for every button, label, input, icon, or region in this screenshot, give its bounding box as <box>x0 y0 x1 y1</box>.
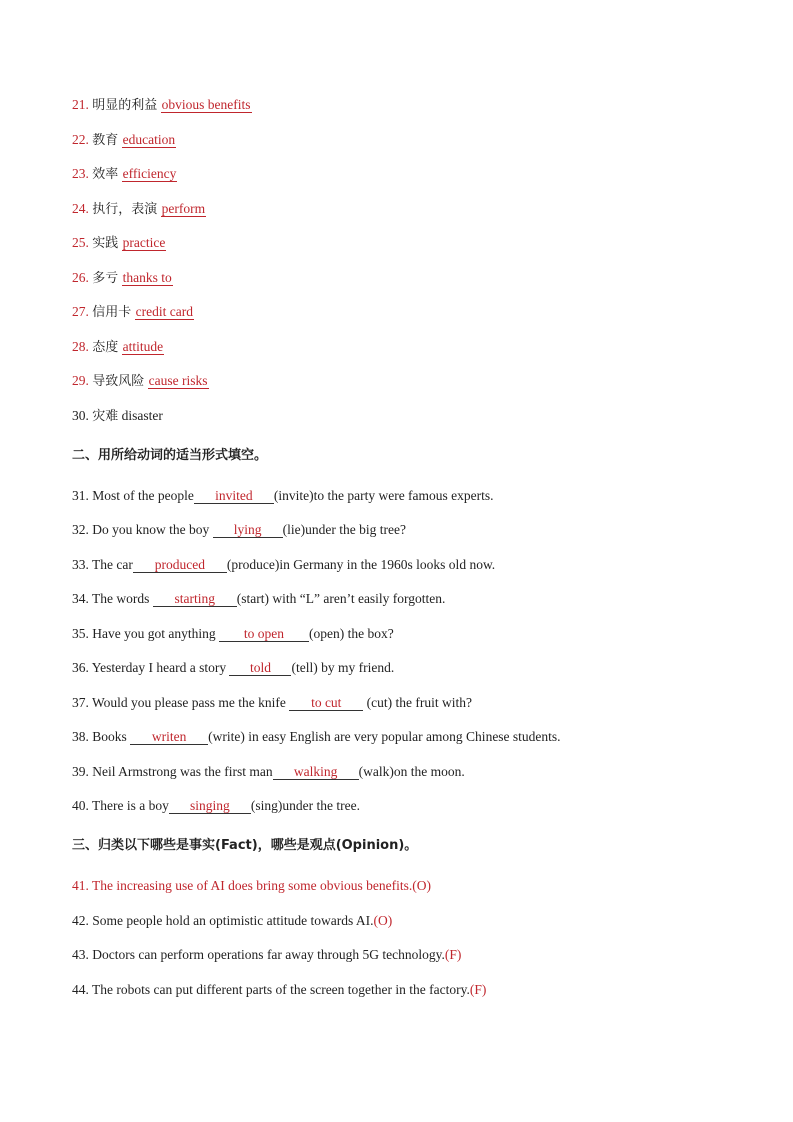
item-number: 42. <box>72 913 89 928</box>
english-answer: disaster <box>121 408 163 423</box>
question-suffix: (produce)in Germany in the 1960s looks old now. <box>226 557 496 572</box>
vocab-item <box>72 234 166 253</box>
answer-blank: told <box>229 660 291 676</box>
english-answer: obvious benefits <box>161 97 251 112</box>
question-suffix: (invite)to the party were famous experts. <box>273 488 494 503</box>
vocab-item <box>72 131 176 150</box>
chinese-term: 实践 <box>92 236 119 251</box>
classification-mark: (F) <box>469 982 487 997</box>
fact-item <box>72 946 461 964</box>
question-suffix: (open) the box? <box>308 626 394 641</box>
question-prefix: 40. There is a boy <box>72 798 169 813</box>
vocab-item <box>72 200 206 219</box>
fill-item <box>72 763 465 781</box>
english-answer: thanks to <box>122 270 172 285</box>
fill-item <box>72 556 495 574</box>
fill-item <box>72 659 394 677</box>
classification-mark: (O) <box>412 878 431 893</box>
item-number: 23. <box>72 166 89 181</box>
question-prefix: 37. Would you please pass me the knife <box>72 695 290 710</box>
english-answer: efficiency <box>122 166 177 181</box>
section-title: 二、用所给动词的适当形式填空。 <box>72 448 268 463</box>
answer-blank: invited <box>194 488 274 504</box>
statement: The increasing use of AI does bring some obvious benefits. <box>92 878 413 893</box>
classification-mark: (F) <box>444 947 462 962</box>
answer-blank: produced <box>133 557 227 573</box>
vocab-item <box>72 372 209 391</box>
fill-item <box>72 590 445 608</box>
question-suffix: (sing)under the tree. <box>250 798 360 813</box>
vocab-item <box>72 269 173 288</box>
english-answer: practice <box>122 235 166 250</box>
english-answer: credit card <box>135 304 193 319</box>
vocab-item <box>72 407 163 426</box>
english-answer: attitude <box>122 339 164 354</box>
fill-item <box>72 521 406 539</box>
fact-item <box>72 981 486 999</box>
english-answer: cause risks <box>148 373 208 388</box>
question-suffix: (walk)on the moon. <box>358 764 465 779</box>
fill-item <box>72 694 472 712</box>
item-number: 27. <box>72 304 89 319</box>
answer-blank: walking <box>273 764 359 780</box>
question-prefix: 32. Do you know the boy <box>72 522 213 537</box>
question-prefix: 39. Neil Armstrong was the first man <box>72 764 273 779</box>
question-suffix: (start) with “L” aren’t easily forgotten. <box>236 591 446 606</box>
fill-item <box>72 728 561 746</box>
answer-blank: starting <box>153 591 237 607</box>
question-prefix: 34. The words <box>72 591 153 606</box>
question-suffix: (cut) the fruit with? <box>363 695 472 710</box>
fact-item <box>72 877 431 895</box>
question-prefix: 38. Books <box>72 729 131 744</box>
section-title: 三、归类以下哪些是事实(Fact)，哪些是观点(Opinion)。 <box>72 838 418 853</box>
question-prefix: 35. Have you got anything <box>72 626 219 641</box>
item-number: 21. <box>72 97 89 112</box>
chinese-term: 态度 <box>92 340 119 355</box>
vocab-item <box>72 303 194 322</box>
chinese-term: 执行，表演 <box>92 202 158 217</box>
chinese-term: 导致风险 <box>92 374 145 389</box>
item-number: 24. <box>72 201 89 216</box>
item-number: 41. <box>72 878 89 893</box>
vocab-item <box>72 165 177 184</box>
chinese-term: 明显的利益 <box>92 98 158 113</box>
item-number: 28. <box>72 339 89 354</box>
statement: The robots can put different parts of the screen together in the factory. <box>92 982 470 997</box>
english-answer: education <box>122 132 176 147</box>
fill-item <box>72 487 494 505</box>
chinese-term: 多亏 <box>92 271 119 286</box>
question-suffix: (tell) by my friend. <box>291 660 395 675</box>
answer-blank: writen <box>130 729 208 745</box>
classification-mark: (O) <box>373 913 393 928</box>
answer-blank: to cut <box>289 695 363 711</box>
question-prefix: 33. The car <box>72 557 133 572</box>
fill-item <box>72 797 360 815</box>
question-suffix: (lie)under the big tree? <box>282 522 406 537</box>
question-prefix: 36. Yesterday I heard a story <box>72 660 230 675</box>
answer-blank: lying <box>213 522 283 538</box>
statement: Some people hold an optimistic attitude towards AI. <box>92 913 374 928</box>
answer-blank: singing <box>169 798 251 814</box>
item-number: 22. <box>72 132 89 147</box>
english-answer: perform <box>161 201 206 216</box>
chinese-term: 教育 <box>92 133 119 148</box>
item-number: 26. <box>72 270 89 285</box>
chinese-term: 信用卡 <box>92 305 132 320</box>
item-number: 29. <box>72 373 89 388</box>
item-number: 44. <box>72 982 89 997</box>
item-number: 43. <box>72 947 89 962</box>
chinese-term: 灾难 <box>92 409 119 424</box>
chinese-term: 效率 <box>92 167 119 182</box>
item-number: 25. <box>72 235 89 250</box>
item-number: 30. <box>72 408 89 423</box>
answer-blank: to open <box>219 626 309 642</box>
question-prefix: 31. Most of the people <box>72 488 194 503</box>
vocab-item <box>72 96 252 115</box>
statement: Doctors can perform operations far away through 5G technology. <box>92 947 445 962</box>
fill-item <box>72 625 394 643</box>
vocab-item <box>72 338 164 357</box>
question-suffix: (write) in easy English are very popular among Chinese students. <box>208 729 561 744</box>
fact-item <box>72 912 392 930</box>
